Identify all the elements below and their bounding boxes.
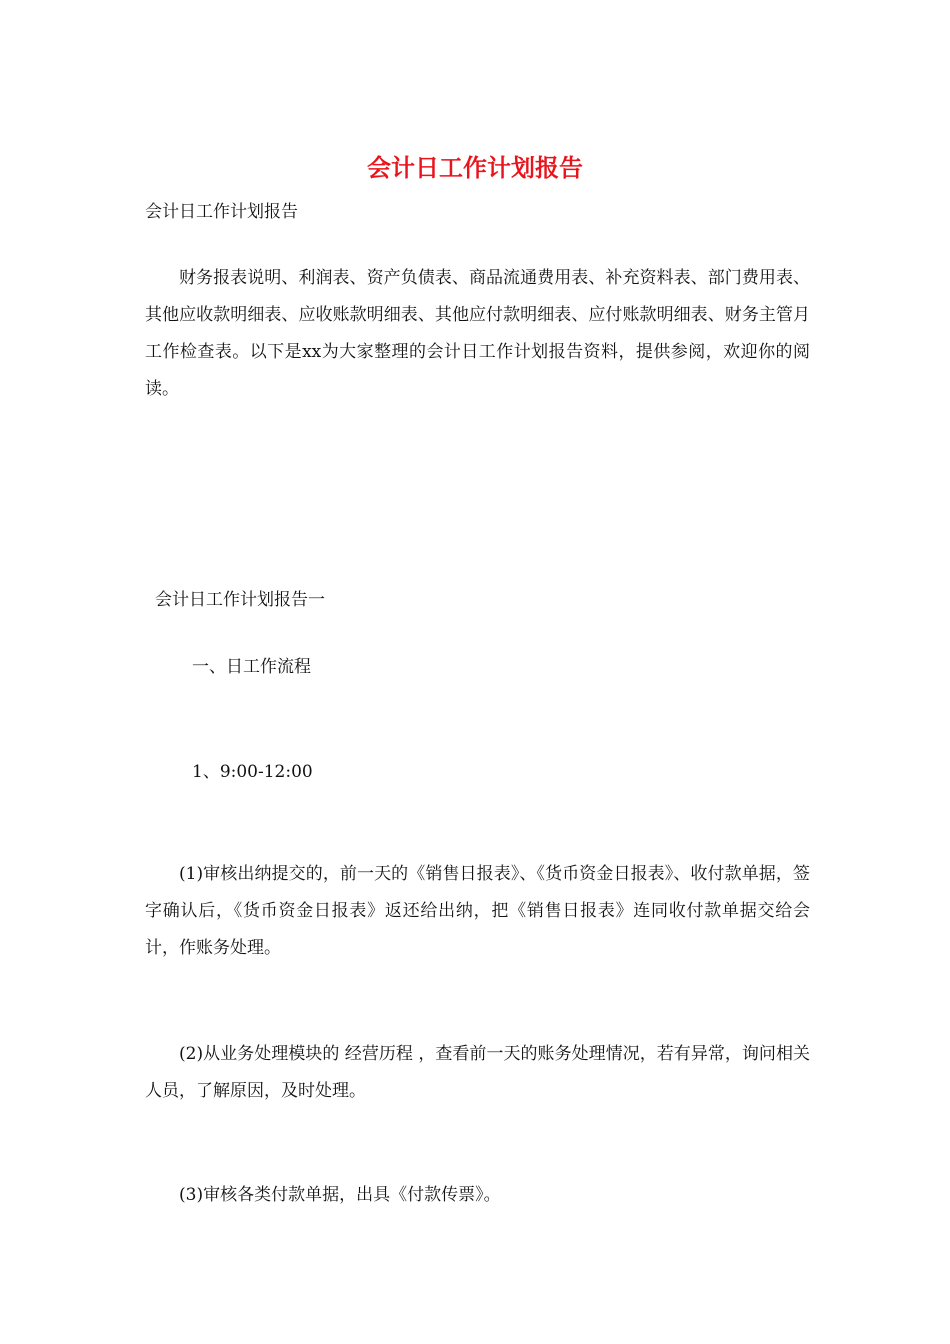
section-heading: 会计日工作计划报告一 <box>155 590 325 610</box>
item-paragraph-3: (3)审核各类付款单据，出具《付款传票》。 <box>179 1185 501 1205</box>
intro-paragraph: 财务报表说明、利润表、资产负债表、商品流通费用表、补充资料表、部门费用表、其他应收款明细表、应收账款明细表、其他应付款明细表、应付账款明细表、财务主管月工作检查表。以下是xx为大家整理的会计日工作计划报告资料，提供参阅，欢迎你的阅读。 <box>145 268 810 399</box>
item-paragraph-2: (2)从业务处理模块的 经营历程 ，查看前一天的账务处理情况，若有异常，询问相关人员，了解原因，及时处理。 <box>145 1044 810 1101</box>
step-heading: 一、日工作流程 <box>192 657 311 677</box>
item-paragraph-1: (1)审核出纳提交的，前一天的《销售日报表》、《货币资金日报表》、收付款单据，签字确认后，《货币资金日报表》返还给出纳，把《销售日报表》连同收付款单据交给会计，作账务处理。 <box>145 864 810 958</box>
time-heading: 1、9:00-12:00 <box>192 762 313 782</box>
document-title: 会计日工作计划报告 <box>367 153 583 182</box>
document-subtitle: 会计日工作计划报告 <box>145 202 298 222</box>
